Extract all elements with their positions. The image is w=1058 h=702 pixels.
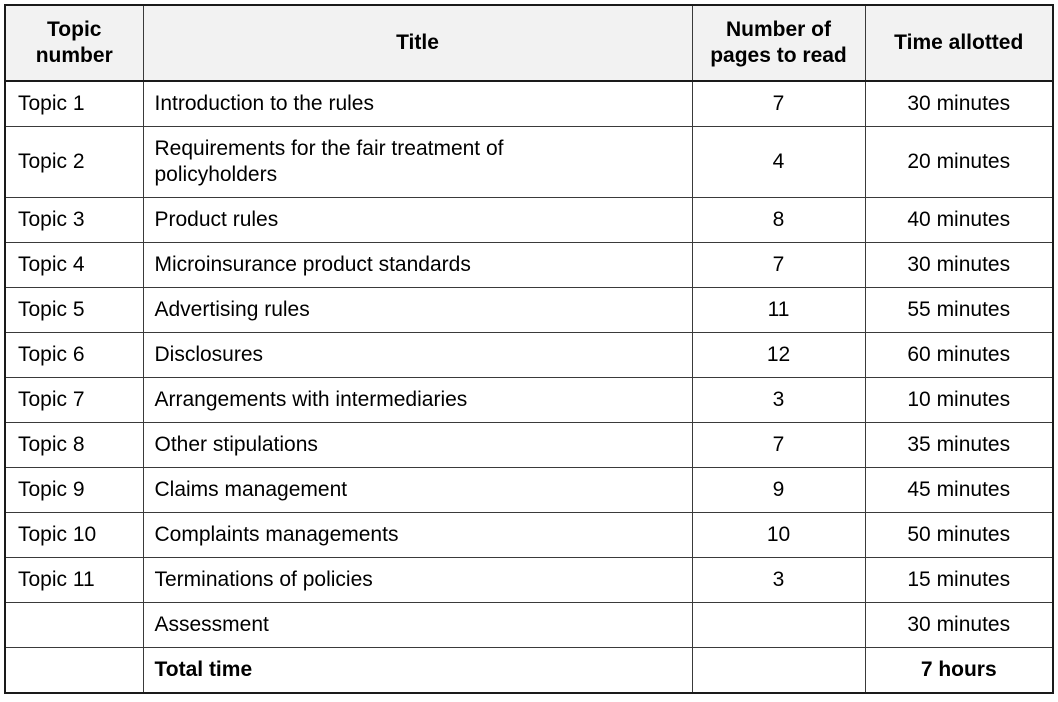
time-cell: 60 minutes: [865, 332, 1052, 377]
total-row: [6, 647, 1052, 692]
table-row: [6, 512, 1052, 557]
table-row: [6, 557, 1052, 602]
table-body: [6, 81, 1052, 692]
pages-cell: 11: [692, 287, 865, 332]
time-cell: 40 minutes: [865, 197, 1052, 242]
time-cell: 35 minutes: [865, 422, 1052, 467]
time-cell: 30 minutes: [865, 81, 1052, 127]
pages-cell: 10: [692, 512, 865, 557]
header-time: Time allotted: [865, 6, 1052, 81]
table-row: [6, 377, 1052, 422]
time-cell: 10 minutes: [865, 377, 1052, 422]
pages-cell: 3: [692, 377, 865, 422]
title-cell: Assessment: [143, 602, 692, 647]
table-row: [6, 332, 1052, 377]
title-cell: Arrangements with intermediaries: [143, 377, 692, 422]
schedule-table-container: [4, 4, 1054, 694]
pages-cell: 7: [692, 242, 865, 287]
pages-cell: 9: [692, 467, 865, 512]
topic-cell: Topic 3: [6, 197, 143, 242]
total-pages-empty-cell: [692, 647, 865, 692]
title-cell: Advertising rules: [143, 287, 692, 332]
topic-cell: Topic 10: [6, 512, 143, 557]
time-cell: 20 minutes: [865, 127, 1052, 198]
table-row: [6, 242, 1052, 287]
table-row: [6, 197, 1052, 242]
pages-cell: 4: [692, 127, 865, 198]
study-schedule-table: [6, 6, 1052, 692]
table-row: [6, 422, 1052, 467]
title-cell: Product rules: [143, 197, 692, 242]
title-cell: Claims management: [143, 467, 692, 512]
time-cell: 15 minutes: [865, 557, 1052, 602]
table-row: [6, 467, 1052, 512]
table-row: [6, 81, 1052, 127]
header-pages: Number of pages to read: [692, 6, 865, 81]
assessment-row: [6, 602, 1052, 647]
title-cell: Other stipulations: [143, 422, 692, 467]
header-topic-number: Topic number: [6, 6, 143, 81]
time-cell: 30 minutes: [865, 242, 1052, 287]
total-time: 7 hours: [865, 647, 1052, 692]
topic-cell: Topic 6: [6, 332, 143, 377]
topic-cell: Topic 2: [6, 127, 143, 198]
title-cell: Requirements for the fair treatment of policyholders: [143, 127, 692, 198]
pages-cell: 8: [692, 197, 865, 242]
total-empty-cell: [6, 647, 143, 692]
header-row: [6, 6, 1052, 81]
pages-cell: 7: [692, 81, 865, 127]
table-row: [6, 287, 1052, 332]
title-cell: Disclosures: [143, 332, 692, 377]
topic-cell: [6, 602, 143, 647]
time-cell: 45 minutes: [865, 467, 1052, 512]
topic-cell: Topic 11: [6, 557, 143, 602]
topic-cell: Topic 5: [6, 287, 143, 332]
total-label: Total time: [143, 647, 692, 692]
title-cell: Complaints managements: [143, 512, 692, 557]
table-header: [6, 6, 1052, 81]
title-cell: Microinsurance product standards: [143, 242, 692, 287]
time-cell: 50 minutes: [865, 512, 1052, 557]
pages-cell: 12: [692, 332, 865, 377]
header-title: Title: [143, 6, 692, 81]
time-cell: 30 minutes: [865, 602, 1052, 647]
title-cell: Terminations of policies: [143, 557, 692, 602]
topic-cell: Topic 9: [6, 467, 143, 512]
topic-cell: Topic 1: [6, 81, 143, 127]
pages-cell: 7: [692, 422, 865, 467]
time-cell: 55 minutes: [865, 287, 1052, 332]
table-row: [6, 127, 1052, 198]
topic-cell: Topic 8: [6, 422, 143, 467]
topic-cell: Topic 4: [6, 242, 143, 287]
pages-cell: 3: [692, 557, 865, 602]
pages-cell: [692, 602, 865, 647]
title-cell: Introduction to the rules: [143, 81, 692, 127]
topic-cell: Topic 7: [6, 377, 143, 422]
